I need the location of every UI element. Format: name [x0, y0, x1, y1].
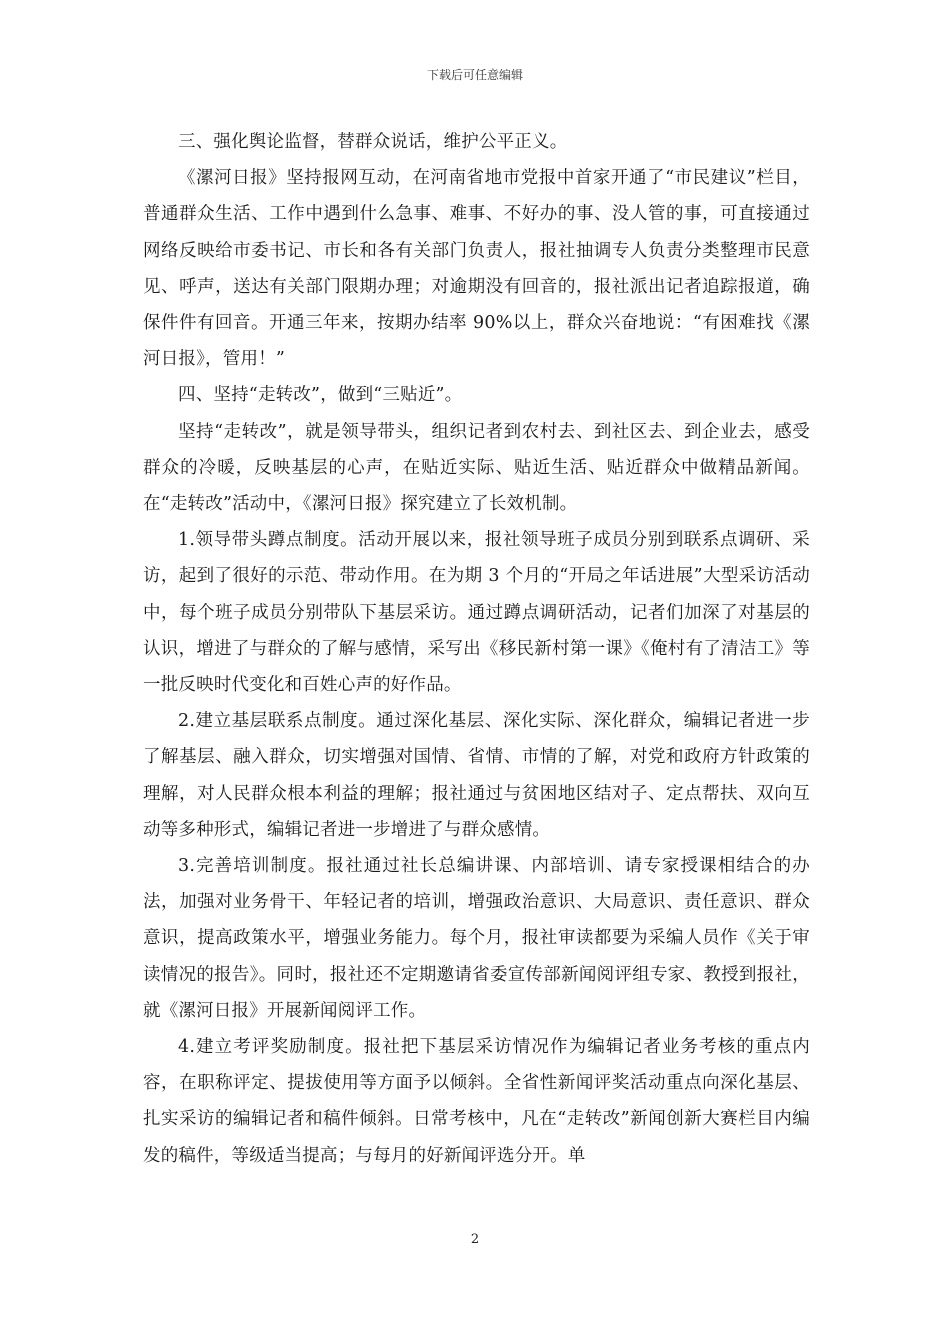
document-body — [143, 124, 810, 1174]
paragraph-item-4: 4.建立考评奖励制度。报社把下基层采访情况作为编辑记者业务考核的重点内容，在职称评定、提拔使用等方面予以倾斜。全省性新闻评奖活动重点向深化基层、扎实采访的编辑记者和稿件倾斜。日常考核中，凡在“走转改”新闻创新大赛栏目内编发的稿件，等级适当提高；与每月的好新闻评选分开。单 — [143, 1037, 810, 1166]
paragraph-section-4-heading: 四、坚持“走转改”，做到“三贴近”。 — [178, 385, 463, 406]
paragraph-item-2: 2.建立基层联系点制度。通过深化基层、深化实际、深化群众，编辑记者进一步了解基层、融入群众，切实增强对国情、省情、市情的了解，对党和政府方针政策的理解，对人民群众根本利益的理解；报社通过与贫困地区结对子、定点帮扶、双向互动等多种形式，编辑记者进一步增进了与群众感情。 — [143, 711, 810, 840]
paragraph-item-3: 3.完善培训制度。报社通过社长总编讲课、内部培训、请专家授课相结合的办法，加强对业务骨干、年轻记者的培训，增强政治意识、大局意识、责任意识、群众意识，提高政策水平，增强业务能力。每个月，报社审读都要为采编人员作《关于审读情况的报告》。同时，报社还不定期邀请省委宣传部新闻阅评组专家、教授到报社，就《漯河日报》开展新闻阅评工作。 — [143, 856, 810, 1021]
paragraph-section-3-heading: 三、强化舆论监督，替群众说话，维护公平正义。 — [178, 132, 568, 152]
paragraph-citizen-suggestions: 《漯河日报》坚持报网互动，在河南省地市党报中首家开通了“市民建议”栏目，普通群众生活、工作中遇到什么急事、难事、不好办的事、没人管的事，可直接通过网络反映给市委书记、市长和各有关部门负责人，报社抽调专人负责分类整理市民意见、呼声，送达有关部门限期办理；对逾期没有回音的，报社派出记者追踪报道，确保件件有回音。开通三年来，按期办结率 90%以上，群众兴奋地说：“有困难找《漯河日报》，管用！” — [143, 168, 810, 370]
page-header: 下载后可任意编辑 — [426, 68, 523, 82]
paragraph-zouzhuangai-intro: 坚持“走转改”，就是领导带头，组织记者到农村去、到社区去、到企业去，感受群众的冷暖，反映基层的心声，在贴近实际、贴近生活、贴近群众中做精品新闻。在“走转改”活动中，《漯河日报》探究建立了长效机制。 — [143, 421, 810, 515]
page-number: 2 — [470, 1232, 480, 1247]
paragraph-item-1: 1.领导带头蹲点制度。活动开展以来，报社领导班子成员分别到联系点调研、采访，起到了很好的示范、带动作用。在为期 3 个月的“开局之年话进展”大型采访活动中，每个班子成员分别带队下基层采访。通过蹲点调研活动，记者们加深了对基层的认识，增进了与群众的了解与感情，采写出《移民新村第一课》《俺村有了清洁工》等一批反映时代变化和百姓心声的好作品。 — [143, 530, 810, 696]
